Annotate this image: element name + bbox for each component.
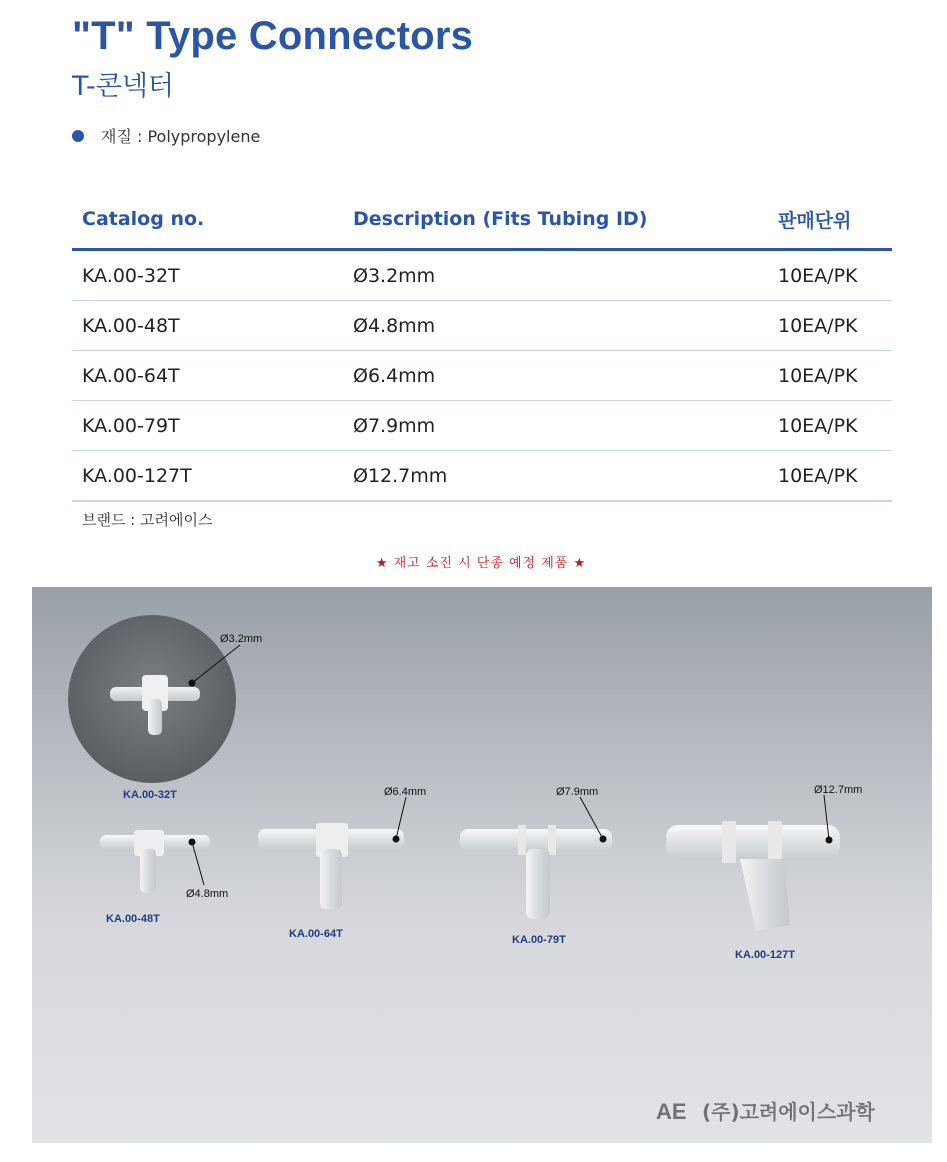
- cell-description: Ø12.7mm: [353, 451, 778, 502]
- table-row: [72, 250, 892, 301]
- cell-unit: 10EA/PK: [778, 451, 892, 502]
- logo-text: (주)고려에이스과학: [702, 1100, 875, 1124]
- spec-table: [72, 194, 892, 502]
- cell-catalog: KA.00-79T: [72, 401, 353, 451]
- cell-catalog: KA.00-48T: [72, 301, 353, 351]
- cell-unit: 10EA/PK: [778, 301, 892, 351]
- product-code-label: KA.00-127T: [735, 949, 795, 961]
- header-unit: 판매단위: [778, 194, 892, 250]
- cell-catalog: KA.00-127T: [72, 451, 353, 502]
- brand-line: 브랜드 : 고려에이스: [82, 511, 213, 529]
- cell-unit: 10EA/PK: [778, 351, 892, 401]
- product-code-label: KA.00-79T: [512, 934, 566, 946]
- product-code-label: KA.00-32T: [123, 789, 177, 801]
- product-code-label: KA.00-48T: [106, 913, 160, 925]
- table-header-row: [72, 194, 892, 250]
- company-logo: [656, 1099, 876, 1124]
- cell-description: Ø4.8mm: [353, 301, 778, 351]
- inset-magnifier: [68, 615, 236, 783]
- bullet-dot-icon: [72, 130, 84, 142]
- cell-description: Ø3.2mm: [353, 250, 778, 301]
- table-row: [72, 301, 892, 351]
- diameter-label: Ø4.8mm: [186, 888, 229, 900]
- diameter-label: Ø3.2mm: [220, 633, 263, 645]
- page-subtitle: T-콘넥터: [72, 71, 175, 102]
- header-description: Description (Fits Tubing ID): [353, 194, 778, 250]
- cell-catalog: KA.00-64T: [72, 351, 353, 401]
- cell-unit: 10EA/PK: [778, 401, 892, 451]
- material-text: 재질 : Polypropylene: [101, 127, 261, 146]
- diameter-label: Ø6.4mm: [384, 786, 427, 798]
- table-row: [72, 451, 892, 502]
- cell-unit: 10EA/PK: [778, 250, 892, 301]
- table-row: [72, 401, 892, 451]
- connector-64t: [258, 823, 404, 909]
- diameter-label: Ø12.7mm: [814, 784, 863, 796]
- page-title: "T" Type Connectors: [72, 14, 474, 58]
- product-code-label: KA.00-64T: [289, 928, 343, 940]
- cell-description: Ø6.4mm: [353, 351, 778, 401]
- header-catalog-no: Catalog no.: [72, 194, 353, 250]
- logo-mark-icon: AE: [656, 1099, 687, 1124]
- cell-catalog: KA.00-32T: [72, 250, 353, 301]
- diameter-label: Ø7.9mm: [556, 786, 599, 798]
- discontinued-notice: ★ 재고 소진 시 단종 예정 제품 ★: [375, 556, 587, 571]
- product-photo: [32, 587, 932, 1143]
- cell-description: Ø7.9mm: [353, 401, 778, 451]
- connector-127t: [666, 821, 840, 931]
- material-line: [72, 124, 260, 147]
- table-row: [72, 351, 892, 401]
- connector-79t: [460, 825, 612, 919]
